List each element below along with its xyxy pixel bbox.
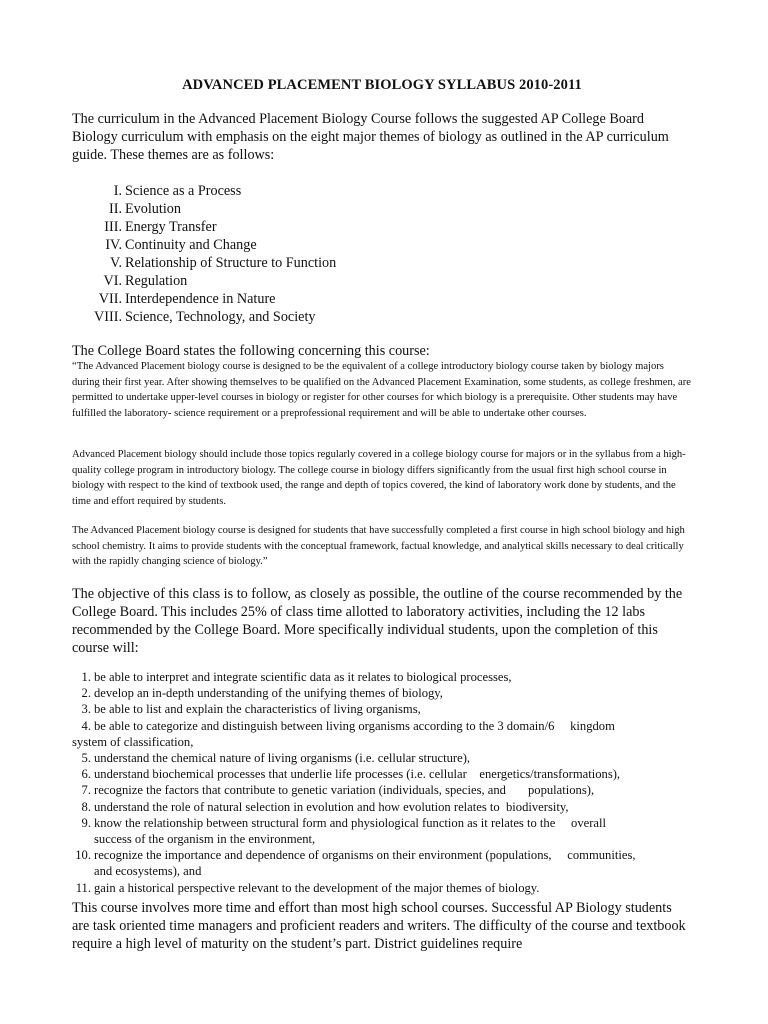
list-item: 4. be able to categorize and distinguish between living organisms according to the 3 domain/6 kingdom bbox=[81, 718, 615, 733]
theme-item: III. Energy Transfer bbox=[104, 219, 217, 235]
intro-paragraph: The curriculum in the Advanced Placement Biology Course follows the suggested AP College Board Biology curriculum with emphasis on the eight major themes of biology as outlined in the AP curriculum guide. These themes are as follows: bbox=[72, 111, 669, 163]
themes-list bbox=[72, 182, 472, 326]
quote-paragraph-3: The Advanced Placement biology course is designed for students that have successfully completed a first course in high school biology and high school chemistry. It aims to provide students with the conceptual framework, factual knowledge, and analytical skills necessary to deal critically with the rapidly changing science of biology.” bbox=[72, 525, 685, 567]
theme-item: V. Relationship of Structure to Function bbox=[110, 255, 337, 271]
theme-item: VI. Regulation bbox=[103, 273, 188, 289]
list-item-continuation: and ecosystems), and bbox=[94, 864, 202, 879]
quote-paragraph-1: “The Advanced Placement biology course is designed to be the equivalent of a college introductory biology course taken by biology majors during their first year. After showing themselves to be qualified on the Advanced Placement Examination, some students, as college freshmen, are permitted to undertake upper-level courses in biology or register for other courses for which biology is a prerequisite. Other students may have fulfilled the laboratory- science requirement or a preprofessional requirement and will be able to undertake other courses. bbox=[72, 361, 691, 419]
objective-paragraph: The objective of this class is to follow, as closely as possible, the outline of the course recommended by the College Board. This includes 25% of class time allotted to laboratory activities, including the 12 labs recommended by the College Board. More specifically individual students, upon the completion of this course will: bbox=[72, 586, 683, 656]
list-item: 6. understand biochemical processes that underlie life processes (i.e. cellular energetics/transformations), bbox=[81, 767, 621, 782]
college-board-heading: The College Board states the following concerning this course: bbox=[72, 343, 430, 359]
theme-item: II. Evolution bbox=[109, 201, 181, 217]
theme-item: IV. Continuity and Change bbox=[105, 237, 257, 253]
list-item: 1. be able to interpret and integrate scientific data as it relates to biological processes, bbox=[81, 670, 512, 684]
theme-item: I. Science as a Process bbox=[113, 183, 242, 199]
page-title: ADVANCED PLACEMENT BIOLOGY SYLLABUS 2010-2011 bbox=[182, 77, 582, 93]
list-item: 2. develop an in-depth understanding of the unifying themes of biology, bbox=[81, 686, 443, 701]
list-item: 8. understand the role of natural selection in evolution and how evolution relates to biodiversity, bbox=[81, 799, 569, 814]
theme-item: VIII. Science, Technology, and Society bbox=[94, 309, 316, 325]
objectives-list bbox=[72, 669, 692, 896]
list-item: 10. recognize the importance and dependence of organisms on their environment (populations, communities, bbox=[75, 848, 636, 863]
list-item: 7. recognize the factors that contribute to genetic variation (individuals, species, and populations), bbox=[81, 783, 595, 798]
list-item: 3. be able to list and explain the characteristics of living organisms, bbox=[81, 702, 421, 717]
closing-paragraph: This course involves more time and effort than most high school courses. Successful AP Biology students are task oriented time managers and proficient readers and writers. The difficulty of the course and textbook require a high level of maturity on the student’s part. District guidelines require bbox=[72, 900, 686, 952]
list-item-continuation: system of classification, bbox=[72, 734, 194, 749]
list-item-continuation: success of the organism in the environment, bbox=[94, 832, 316, 847]
list-item: 11. gain a historical perspective relevant to the development of the major themes of biology. bbox=[75, 880, 540, 895]
list-item: 9. know the relationship between structural form and physiological function as it relates to the overall bbox=[81, 815, 607, 830]
theme-item: VII. Interdependence in Nature bbox=[98, 291, 276, 307]
list-item: 5. understand the chemical nature of living organisms (i.e. cellular structure), bbox=[81, 751, 471, 766]
quote-paragraph-2: Advanced Placement biology should include those topics regularly covered in a college biology course for majors or in the syllabus from a high-quality college program in introductory biology. The college course in biology differs significantly from the usual first high school course in biology with respect to the kind of textbook used, the range and depth of topics covered, the kind of laboratory work done by students, and the time and effort required by students. bbox=[72, 449, 686, 507]
